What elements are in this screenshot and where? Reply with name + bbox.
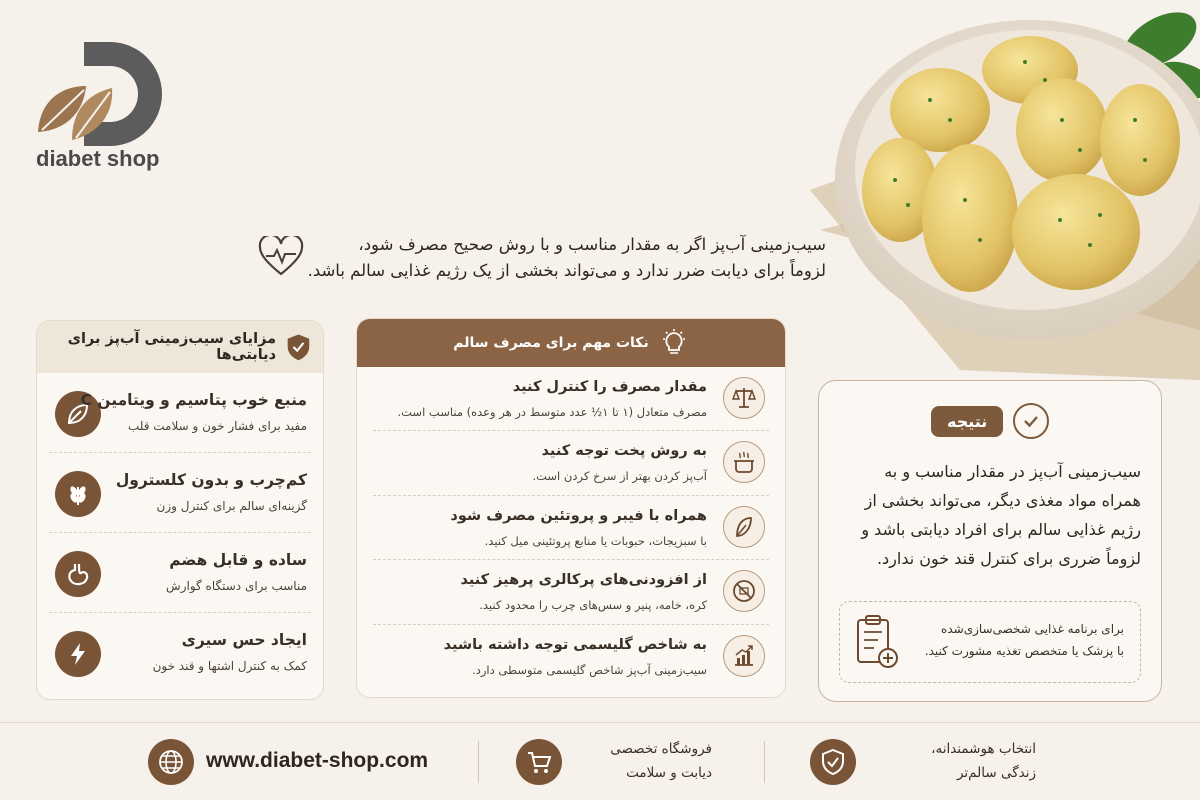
shield-check-icon	[286, 330, 311, 364]
shield-check-icon	[810, 739, 856, 785]
tip-title: به روش پخت توجه کنید	[541, 443, 707, 460]
benefits-header	[37, 321, 323, 373]
tip-item	[373, 496, 769, 560]
consult-line-2: با پزشک یا متخصص تغذیه مشورت کنید.	[924, 644, 1124, 658]
benefit-subtitle: مفید برای فشار خون و سلامت قلب	[127, 419, 307, 433]
tips-header	[357, 319, 785, 367]
store-text	[572, 737, 712, 785]
no-butter-icon	[723, 570, 765, 612]
benefit-item	[49, 373, 311, 453]
intro-line-2: لزوماً برای دیابت ضرر ندارد و می‌تواند بخشی از یک رژیم غذایی سالم باشد.	[307, 261, 826, 280]
brand-name: diabet shop	[36, 146, 160, 171]
benefit-subtitle: گزینه‌ای سالم برای کنترل وزن	[156, 499, 307, 513]
footer	[0, 722, 1200, 800]
heart-pulse-icon	[258, 236, 304, 278]
check-icon	[1013, 403, 1049, 439]
benefit-item	[49, 453, 311, 533]
conclusion-card	[818, 380, 1162, 702]
website-link[interactable]: www.diabet-shop.com	[206, 749, 429, 772]
intro-line-1: سیب‌زمینی آب‌پز اگر به مقدار مناسب و با روش صحیح مصرف شود،	[358, 235, 826, 254]
tip-subtitle: سیب‌زمینی آب‌پز شاخص گلیسمی متوسطی دارد.	[472, 662, 707, 677]
stomach-icon	[55, 551, 101, 597]
chart-icon	[723, 635, 765, 677]
tip-subtitle: کره، خامه، پنیر و سس‌های چرب را محدود کنید.	[479, 598, 707, 613]
benefit-item	[49, 533, 311, 613]
benefit-subtitle: مناسب برای دستگاه گوارش	[166, 579, 307, 593]
choice-text	[866, 737, 1036, 785]
pot-icon	[723, 441, 765, 483]
lightning-icon	[55, 631, 101, 677]
scale-icon	[723, 377, 765, 419]
tip-title: مقدار مصرف را کنترل کنید	[512, 379, 707, 395]
conclusion-header	[931, 403, 1049, 439]
lightbulb-icon	[659, 328, 689, 358]
tip-item	[373, 560, 769, 624]
clipboard-medical-icon	[854, 612, 900, 672]
conclusion-label: نتیجه	[931, 406, 1003, 437]
tip-subtitle: با سبزیجات، حبوبات یا منابع پروتئینی میل کنید.	[484, 533, 707, 548]
benefits-card	[36, 320, 324, 700]
tip-item	[373, 431, 769, 495]
benefit-title: منبع خوب پتاسیم و ویتامین C	[80, 391, 307, 409]
footer-divider	[764, 741, 765, 783]
tips-card	[356, 318, 786, 698]
benefit-title: ساده و قابل هضم	[169, 551, 307, 569]
consult-text	[914, 618, 1124, 662]
wheat-icon	[55, 471, 101, 517]
consult-line-1: برای برنامه غذایی شخصی‌سازی‌شده	[941, 622, 1124, 636]
benefits-title: مزایای سیب‌زمینی آب‌پز برای دیابتی‌ها	[67, 331, 277, 363]
benefit-subtitle: کمک به کنترل اشتها و قند خون	[152, 659, 307, 673]
potato-bowl-image	[800, 0, 1200, 390]
consult-box	[839, 601, 1141, 683]
store-line-1: فروشگاه تخصصی	[610, 741, 712, 757]
choice-line-2: زندگی سالم‌تر	[956, 765, 1036, 781]
leaf-icon	[723, 506, 765, 548]
intro-text	[306, 232, 826, 284]
choice-line-1: انتخاب هوشمندانه،	[931, 741, 1036, 757]
tips-title: نکات مهم برای مصرف سالم	[453, 335, 649, 351]
tip-subtitle: مصرف متعادل (۱ تا ۱½ عدد متوسط در هر وعده) مناسب است.	[397, 405, 707, 419]
store-line-2: دیابت و سلامت	[626, 765, 712, 781]
tip-title: از افزودنی‌های پرکالری پرهیز کنید	[460, 572, 707, 589]
benefit-item	[49, 613, 311, 693]
tip-item	[373, 625, 769, 689]
tip-title: همراه با فیبر و پروتئین مصرف شود	[450, 507, 707, 524]
tip-item	[373, 367, 769, 431]
benefit-title: ایجاد حس سیری	[181, 631, 307, 649]
benefit-title: کم‌چرب و بدون کلسترول	[115, 471, 307, 489]
tip-title: به شاخص گلیسمی توجه داشته باشید	[443, 636, 707, 653]
globe-icon	[148, 739, 194, 785]
conclusion-text: سیب‌زمینی آب‌پز در مقدار مناسب و به همراه مواد مغذی دیگر، می‌تواند بخشی از رژیم غذایی سالم برای افراد دیابتی باشد و لزوماً ضرری برای کنترل قند خون ندارد.	[861, 462, 1141, 568]
cart-icon	[516, 739, 562, 785]
tip-subtitle: آب‌پز کردن بهتر از سرخ کردن است.	[532, 469, 707, 484]
footer-divider	[478, 741, 479, 783]
